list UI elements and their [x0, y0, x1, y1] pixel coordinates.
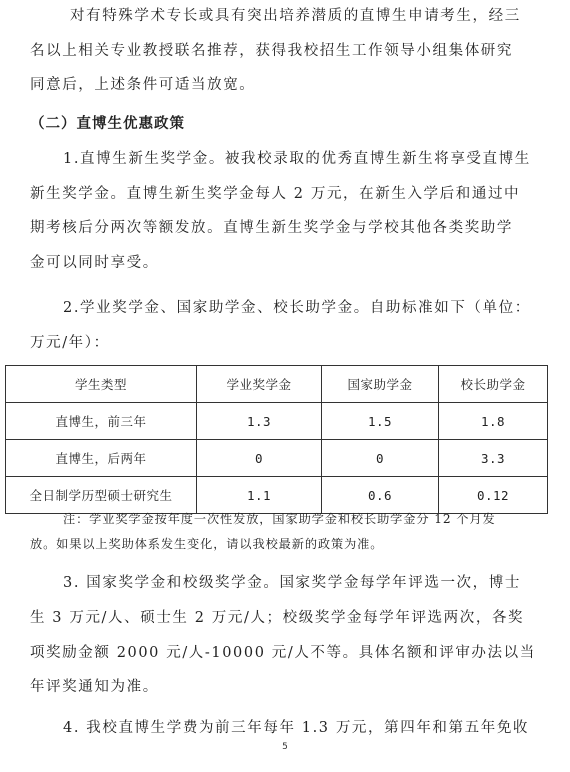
table-row: [6, 440, 548, 477]
paragraph-line: 生 3 万元/人、硕士生 2 万元/人；校级奖学金每学年评选两次，各奖: [30, 610, 525, 626]
table-cell: 直博生，前三年: [6, 403, 197, 440]
table-row: [6, 477, 548, 514]
paragraph-line: 3. 国家奖学金和校级奖学金。国家奖学金每学年评选一次，博士: [63, 575, 521, 591]
table-header-cell: 国家助学金: [322, 366, 439, 403]
table-note: 注：学业奖学金按年度一次性发放，国家助学金和校长助学金分 12 个月发: [63, 512, 496, 526]
paragraph-line: 期考核后分两次等额发放。直博生新生奖学金与学校其他各类奖助学: [30, 220, 513, 236]
section-heading: （二）直博生优惠政策: [30, 116, 185, 132]
paragraph-line: 项奖励金额 2000 元/人-10000 元/人不等。具体名额和评审办法以当: [30, 645, 536, 661]
table-header-cell: 校长助学金: [439, 366, 548, 403]
table-row: [6, 403, 548, 440]
paragraph-line: 名以上相关专业教授联名推荐，获得我校招生工作领导小组集体研究: [30, 43, 513, 59]
table-cell: 直博生，后两年: [6, 440, 197, 477]
table-note: 放。如果以上奖助体系发生变化，请以我校最新的政策为准。: [30, 537, 384, 551]
table-cell: 0: [322, 440, 439, 477]
table-cell: 0.6: [322, 477, 439, 514]
table-header-row: [6, 366, 548, 403]
table-cell: 0.12: [439, 477, 548, 514]
table-header-cell: 学生类型: [6, 366, 197, 403]
paragraph-line: 万元/年）：: [30, 335, 110, 351]
table-cell: 全日制学历型硕士研究生: [6, 477, 197, 514]
table-cell: 0: [197, 440, 322, 477]
table-cell: 1.1: [197, 477, 322, 514]
paragraph-line: 年评奖通知为准。: [30, 679, 159, 695]
paragraph-line: 金可以同时享受。: [30, 255, 159, 271]
paragraph-line: 新生奖学金。直博生新生奖学金每人 2 万元，在新生入学后和通过中: [30, 186, 521, 202]
paragraph-line: 4. 我校直博生学费为前三年每年 1.3 万元，第四年和第五年免收: [63, 720, 530, 736]
table-cell: 1.3: [197, 403, 322, 440]
table-cell: 3.3: [439, 440, 548, 477]
paragraph-line: 1.直博生新生奖学金。被我校录取的优秀直博生新生将享受直博生: [63, 151, 531, 167]
table-header-cell: 学业奖学金: [197, 366, 322, 403]
paragraph-line: 同意后，上述条件可适当放宽。: [30, 77, 256, 93]
paragraph-line: 2.学业奖学金、国家助学金、校长助学金。自助标准如下（单位：: [63, 300, 531, 316]
table-cell: 1.8: [439, 403, 548, 440]
page-number: 5: [282, 742, 288, 752]
scholarship-table: [5, 365, 548, 514]
table-cell: 1.5: [322, 403, 439, 440]
paragraph-line: 对有特殊学术专长或具有突出培养潜质的直博生申请考生，经三: [70, 8, 521, 24]
